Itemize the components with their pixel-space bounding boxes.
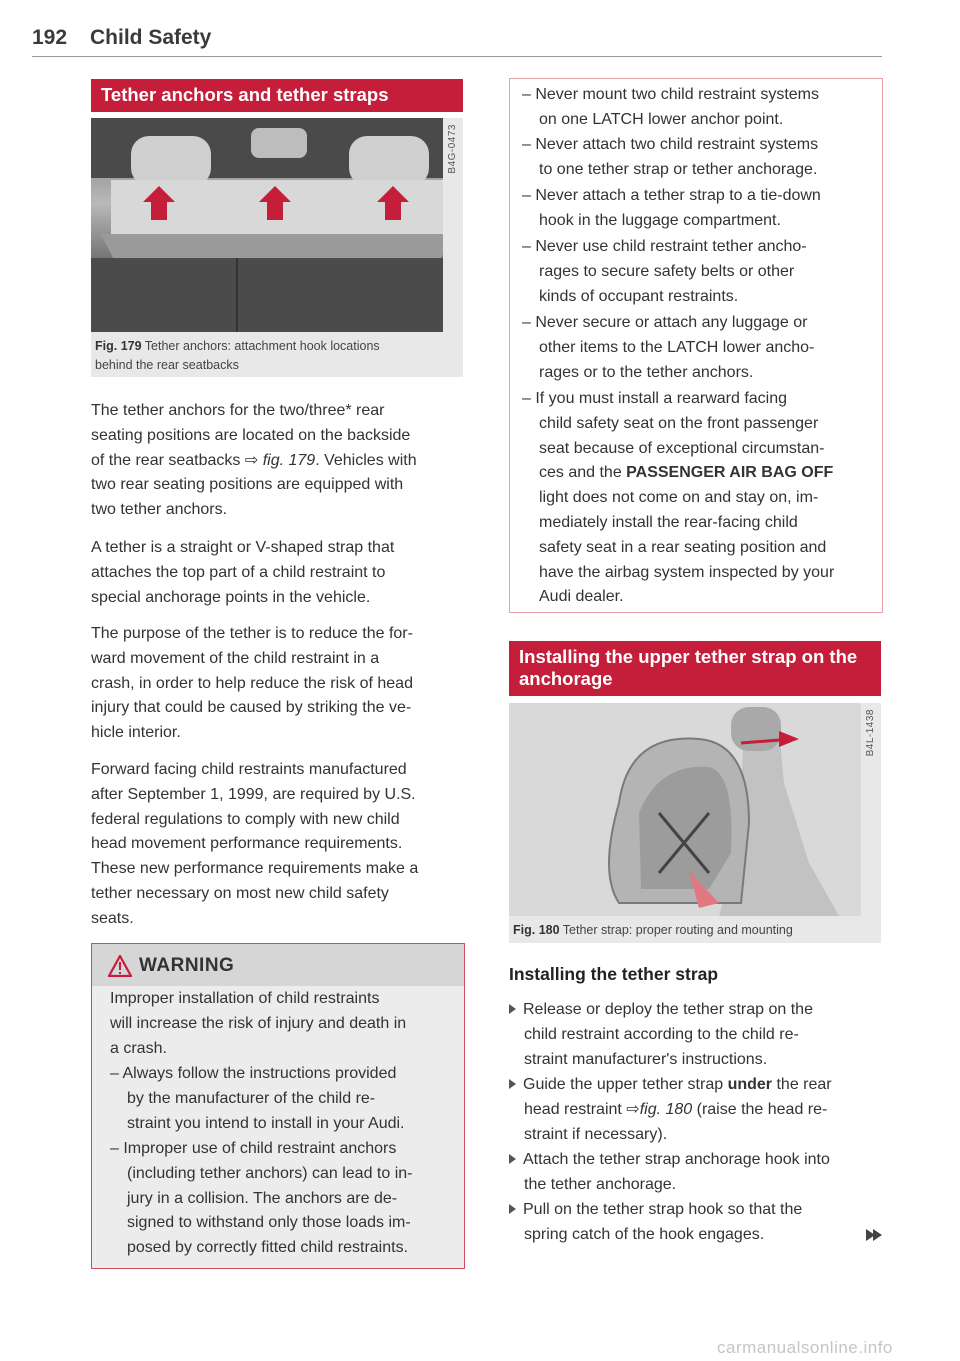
paragraph-1: The tether anchors for the two/three* rear seating positions are located on the backside of the rear seatbacks ⇨ fig. 179. Vehicles with two rear seating positions are equipped with two tether anchors.	[91, 402, 417, 519]
page-header	[32, 22, 882, 57]
warning-cont-bullet-3: – Never attach a tether strap to a tie-down hook in the luggage compartment.	[522, 187, 821, 229]
child-seat-illustration	[509, 703, 881, 916]
warning-bullet-2: – Improper use of child restraint anchors (including tether anchors) can lead to in- jury in a collision. The anchors are de- signed to withstand only those loads im- posed by correctly fitted child restraints.	[110, 1140, 413, 1257]
figure-180-caption: Fig. 180 Tether strap: proper routing and mounting	[513, 923, 793, 937]
figure-180	[509, 703, 881, 943]
section-banner-installing: Installing the upper tether strap on the anchorage	[509, 641, 881, 696]
figure-179	[91, 118, 463, 377]
warning-header	[92, 944, 464, 986]
warning-box	[91, 943, 465, 1269]
warning-cont-bullet-2: – Never attach two child restraint systems to one tether strap or tether anchorage.	[522, 136, 819, 178]
subhead-installing-tether: Installing the tether strap	[509, 964, 719, 984]
warning-triangle-icon	[108, 955, 132, 977]
figure-180-code: B4L-1438	[865, 709, 876, 757]
figure-179-label: Fig. 179	[95, 339, 142, 353]
step-2: Guide the upper tether strap under the rear head restraint ⇨fig. 180 (raise the head re- straint if necessary).	[509, 1073, 882, 1147]
warning-intro: Improper installation of child restraints will increase the risk of injury and death in a crash.	[110, 990, 407, 1057]
rear-seatback-illustration	[91, 118, 463, 332]
step-arrow-icon	[509, 1204, 516, 1214]
figure-179-caption: Fig. 179 Tether anchors: attachment hook locations behind the rear seatbacks	[95, 339, 380, 372]
step-arrow-icon	[509, 1079, 516, 1089]
figure-180-photo	[509, 703, 881, 916]
step-arrow-icon	[509, 1004, 516, 1014]
step-1: Release or deploy the tether strap on the child restraint according to the child re- straint manufacturer's instructions.	[509, 998, 882, 1072]
step-3: Attach the tether strap anchorage hook into the tether anchorage.	[509, 1148, 882, 1198]
step-4: Pull on the tether strap hook so that the spring catch of the hook engages.	[509, 1198, 882, 1248]
warning-continuation-box	[509, 78, 883, 613]
paragraph-3: The purpose of the tether is to reduce the for- ward movement of the child restraint in a crash, in order to help reduce the risk of head injury that could be caused by striking the ve- hicle interior.	[91, 625, 413, 742]
fig-180-reference[interactable]: fig. 180	[639, 1100, 693, 1118]
fig-179-reference[interactable]: fig. 179	[262, 451, 316, 469]
passenger-airbag-off-label: PASSENGER AIR BAG OFF	[626, 464, 834, 482]
warning-cont-bullet-4: – Never use child restraint tether ancho- rages to secure safety belts or other kinds of occupant restraints.	[522, 238, 807, 305]
paragraph-2: A tether is a straight or V-shaped strap that attaches the top part of a child restraint to special anchorage points in the vehicle.	[91, 539, 395, 606]
continue-arrow-icon-2	[873, 1229, 882, 1241]
footer-watermark: carmanualsonline.info	[717, 1338, 893, 1357]
warning-cont-bullet-6: – If you must install a rearward facing child safety seat on the front passenger seat because of exceptional circumstan- ces and the PASSENGER AIR BAG OFF light does not come on and stay on, im- mediately install the rear-facing child safety seat in a rear seating position and have the airbag system inspected by your Audi dealer.	[522, 390, 835, 606]
paragraph-4: Forward facing child restraints manufactured after September 1, 1999, are required by U.S. federal regulations to comply with new child head movement performance requirements. These new performance requirements make a tether necessary on most new child safety seats.	[91, 761, 419, 927]
figure-179-code: B4G-0473	[447, 124, 458, 174]
warning-title: WARNING	[139, 955, 235, 976]
warning-bullet-1: – Always follow the instructions provided by the manufacturer of the child re- straint you intend to install in your Audi.	[110, 1065, 405, 1132]
chapter-title: Child Safety	[90, 26, 212, 49]
step-arrow-icon	[509, 1154, 516, 1164]
figure-180-label: Fig. 180	[513, 923, 560, 937]
page-number: 192	[32, 26, 68, 49]
section-banner-tether: Tether anchors and tether straps	[91, 79, 463, 112]
warning-cont-bullet-5: – Never secure or attach any luggage or other items to the LATCH lower ancho- rages or to the tether anchors.	[522, 314, 815, 381]
warning-cont-bullet-1: – Never mount two child restraint systems on one LATCH lower anchor point.	[522, 86, 819, 128]
figure-179-photo	[91, 118, 463, 332]
